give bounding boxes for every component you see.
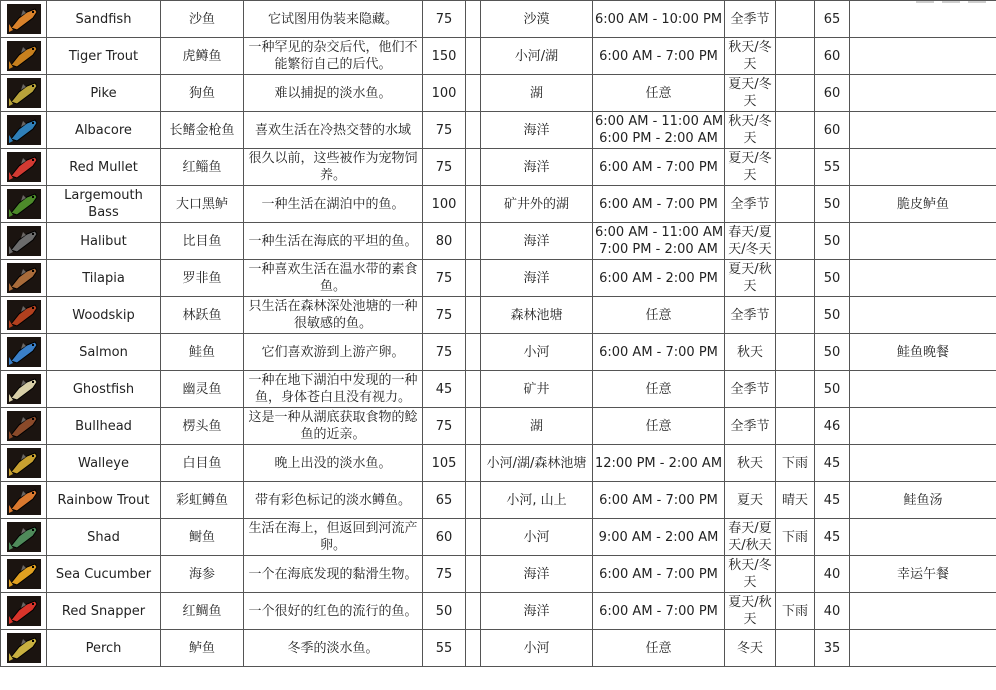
fish-english-name: Sea Cucumber — [47, 556, 161, 593]
fish-price: 75 — [423, 556, 466, 593]
fish-english-name: Perch — [47, 630, 161, 667]
fish-season: 全季节 — [725, 186, 776, 223]
fish-weather: 下雨 — [776, 593, 815, 630]
fish-recipe: 鲑鱼晚餐 — [850, 334, 996, 371]
fish-description: 生活在海上，但返回到河流产卵。 — [244, 519, 423, 556]
fish-price: 65 — [423, 482, 466, 519]
fish-price: 150 — [423, 38, 466, 75]
fish-time: 任意 — [593, 408, 725, 445]
fish-xp: 50 — [815, 260, 850, 297]
fish-english-name: Largemouth Bass — [47, 186, 161, 223]
fish-chinese-name: 幽灵鱼 — [161, 371, 244, 408]
fish-english-name: Albacore — [47, 112, 161, 149]
fish-location: 小河 — [481, 334, 593, 371]
fish-chinese-name: 狗鱼 — [161, 75, 244, 112]
fish-chinese-name: 鲑鱼 — [161, 334, 244, 371]
fish-description: 只生活在森林深处池塘的一种很敏感的鱼。 — [244, 297, 423, 334]
fish-time: 6:00 AM - 7:00 PM — [593, 593, 725, 630]
fish-location: 海洋 — [481, 223, 593, 260]
fish-time: 6:00 AM - 2:00 PM — [593, 260, 725, 297]
fish-xp: 40 — [815, 593, 850, 630]
fish-icon-cell — [1, 371, 47, 408]
column-gap — [466, 38, 481, 75]
fish-recipe — [850, 445, 996, 482]
fish-chinese-name: 比目鱼 — [161, 223, 244, 260]
rainbow-trout-icon — [7, 485, 41, 515]
fish-location: 小河 — [481, 519, 593, 556]
shad-icon — [7, 522, 41, 552]
fish-season: 春天/夏天/冬天 — [725, 223, 776, 260]
fish-xp: 50 — [815, 334, 850, 371]
fish-price: 75 — [423, 297, 466, 334]
fish-location: 海洋 — [481, 149, 593, 186]
tiger-trout-icon — [7, 41, 41, 71]
fish-description: 很久以前，这些被作为宠物饲养。 — [244, 149, 423, 186]
fish-chinese-name: 沙鱼 — [161, 1, 244, 38]
fish-description: 晚上出没的淡水鱼。 — [244, 445, 423, 482]
fish-icon-cell — [1, 519, 47, 556]
fish-recipe — [850, 223, 996, 260]
fish-icon-cell — [1, 334, 47, 371]
fish-chinese-name: 彩虹鳟鱼 — [161, 482, 244, 519]
woodskip-icon — [7, 300, 41, 330]
column-gap — [466, 630, 481, 667]
fish-season: 夏天/秋天 — [725, 593, 776, 630]
fish-english-name: Rainbow Trout — [47, 482, 161, 519]
table-row — [1, 593, 996, 630]
fish-location: 海洋 — [481, 593, 593, 630]
column-gap — [466, 482, 481, 519]
table-row — [1, 371, 996, 408]
fish-location: 海洋 — [481, 556, 593, 593]
fish-icon-cell — [1, 482, 47, 519]
fish-icon-cell — [1, 297, 47, 334]
fish-recipe — [850, 519, 996, 556]
fish-season: 夏天/秋天 — [725, 260, 776, 297]
fish-icon-cell — [1, 75, 47, 112]
fish-time: 6:00 AM - 7:00 PM — [593, 149, 725, 186]
fish-time: 6:00 AM - 7:00 PM — [593, 482, 725, 519]
fish-weather — [776, 371, 815, 408]
fish-description: 一种生活在海底的平坦的鱼。 — [244, 223, 423, 260]
fish-weather — [776, 408, 815, 445]
fish-xp: 46 — [815, 408, 850, 445]
column-gap — [466, 223, 481, 260]
fish-description: 带有彩色标记的淡水鳟鱼。 — [244, 482, 423, 519]
column-gap — [466, 297, 481, 334]
fish-location: 小河/湖/森林池塘 — [481, 445, 593, 482]
sandfish-icon — [7, 4, 41, 34]
fish-icon-cell — [1, 186, 47, 223]
fish-price: 80 — [423, 223, 466, 260]
column-gap — [466, 408, 481, 445]
halibut-icon — [7, 226, 41, 256]
fish-icon-cell — [1, 408, 47, 445]
fish-english-name: Shad — [47, 519, 161, 556]
fish-description: 一种喜欢生活在温水带的素食鱼。 — [244, 260, 423, 297]
table-row — [1, 630, 996, 667]
table-row — [1, 519, 996, 556]
fish-xp: 50 — [815, 371, 850, 408]
fish-description: 它试图用伪装来隐藏。 — [244, 1, 423, 38]
fish-english-name: Red Snapper — [47, 593, 161, 630]
fish-recipe — [850, 371, 996, 408]
fish-icon-cell — [1, 593, 47, 630]
fish-icon-cell — [1, 223, 47, 260]
fish-chinese-name: 白目鱼 — [161, 445, 244, 482]
fish-xp: 35 — [815, 630, 850, 667]
fish-season: 春天/夏天/秋天 — [725, 519, 776, 556]
fish-location: 矿井 — [481, 371, 593, 408]
fish-location: 小河/湖 — [481, 38, 593, 75]
fish-location: 小河 — [481, 630, 593, 667]
fish-xp: 60 — [815, 38, 850, 75]
fish-chinese-name: 罗非鱼 — [161, 260, 244, 297]
column-gap — [466, 260, 481, 297]
fish-time: 6:00 AM - 7:00 PM — [593, 38, 725, 75]
fish-price: 60 — [423, 519, 466, 556]
fish-weather — [776, 1, 815, 38]
fish-time: 6:00 AM - 10:00 PM — [593, 1, 725, 38]
fish-recipe: 脆皮鲈鱼 — [850, 186, 996, 223]
fish-chinese-name: 长鳍金枪鱼 — [161, 112, 244, 149]
fish-recipe — [850, 593, 996, 630]
fish-time: 任意 — [593, 297, 725, 334]
fish-icon-cell — [1, 112, 47, 149]
fish-chinese-name: 红鲷鱼 — [161, 593, 244, 630]
table-row — [1, 1, 996, 38]
albacore-icon — [7, 115, 41, 145]
fish-english-name: Woodskip — [47, 297, 161, 334]
red-mullet-icon — [7, 152, 41, 182]
fish-english-name: Halibut — [47, 223, 161, 260]
fish-description: 难以捕捉的淡水鱼。 — [244, 75, 423, 112]
fish-recipe — [850, 38, 996, 75]
fish-description: 一种生活在湖泊中的鱼。 — [244, 186, 423, 223]
fish-location: 矿井外的湖 — [481, 186, 593, 223]
fish-time: 任意 — [593, 371, 725, 408]
fish-season: 全季节 — [725, 1, 776, 38]
fish-chinese-name: 大口黑鲈 — [161, 186, 244, 223]
fish-chinese-name: 海参 — [161, 556, 244, 593]
fish-english-name: Tiger Trout — [47, 38, 161, 75]
ghostfish-icon — [7, 374, 41, 404]
fish-description: 喜欢生活在冷热交替的水域 — [244, 112, 423, 149]
table-row — [1, 260, 996, 297]
fish-time: 任意 — [593, 75, 725, 112]
fish-icon-cell — [1, 38, 47, 75]
fish-description: 一种在地下湖泊中发现的一种鱼，身体苍白且没有视力。 — [244, 371, 423, 408]
fish-description: 这是一种从湖底获取食物的鲶鱼的近亲。 — [244, 408, 423, 445]
fish-location: 海洋 — [481, 112, 593, 149]
table-row — [1, 223, 996, 260]
fish-recipe: 幸运午餐 — [850, 556, 996, 593]
fish-weather — [776, 630, 815, 667]
fish-time: 6:00 AM - 7:00 PM — [593, 334, 725, 371]
fish-chinese-name: 楞头鱼 — [161, 408, 244, 445]
fish-xp: 40 — [815, 556, 850, 593]
fish-location: 海洋 — [481, 260, 593, 297]
fish-price: 75 — [423, 408, 466, 445]
fish-chinese-name: 林跃鱼 — [161, 297, 244, 334]
fish-xp: 45 — [815, 445, 850, 482]
fish-weather — [776, 186, 815, 223]
fish-weather: 下雨 — [776, 445, 815, 482]
fish-price: 75 — [423, 260, 466, 297]
fish-xp: 45 — [815, 519, 850, 556]
fish-xp: 65 — [815, 1, 850, 38]
column-gap — [466, 334, 481, 371]
fish-weather — [776, 112, 815, 149]
largemouth-bass-icon — [7, 189, 41, 219]
fish-price: 75 — [423, 334, 466, 371]
table-row — [1, 38, 996, 75]
fish-season: 秋天 — [725, 445, 776, 482]
fish-description: 它们喜欢游到上游产卵。 — [244, 334, 423, 371]
column-gap — [466, 186, 481, 223]
fish-price: 45 — [423, 371, 466, 408]
fish-price: 100 — [423, 75, 466, 112]
fish-season: 夏天/冬天 — [725, 149, 776, 186]
fish-weather — [776, 297, 815, 334]
fish-recipe — [850, 260, 996, 297]
fish-weather — [776, 556, 815, 593]
column-gap — [466, 445, 481, 482]
fish-chinese-name: 鲈鱼 — [161, 630, 244, 667]
table-row — [1, 445, 996, 482]
fish-icon-cell — [1, 556, 47, 593]
fish-xp: 45 — [815, 482, 850, 519]
fish-price: 100 — [423, 186, 466, 223]
perch-icon — [7, 633, 41, 663]
table-row — [1, 556, 996, 593]
sea-cucumber-icon — [7, 559, 41, 589]
fish-season: 全季节 — [725, 297, 776, 334]
fish-description: 一个在海底发现的黏滑生物。 — [244, 556, 423, 593]
fish-icon-cell — [1, 149, 47, 186]
fish-xp: 50 — [815, 297, 850, 334]
salmon-icon — [7, 337, 41, 367]
fish-weather — [776, 38, 815, 75]
fish-price: 55 — [423, 630, 466, 667]
fish-season: 夏天 — [725, 482, 776, 519]
fish-icon-cell — [1, 630, 47, 667]
fish-xp: 60 — [815, 75, 850, 112]
fish-time: 9:00 AM - 2:00 AM — [593, 519, 725, 556]
fish-time: 6:00 AM - 7:00 PM — [593, 186, 725, 223]
fish-location: 小河, 山上 — [481, 482, 593, 519]
column-gap — [466, 519, 481, 556]
fish-time: 6:00 AM - 11:00 AM 7:00 PM - 2:00 AM — [593, 223, 725, 260]
fish-description: 一个很好的红色的流行的鱼。 — [244, 593, 423, 630]
fish-recipe — [850, 297, 996, 334]
column-gap — [466, 75, 481, 112]
fish-time: 12:00 PM - 2:00 AM — [593, 445, 725, 482]
fish-location: 沙漠 — [481, 1, 593, 38]
table-row — [1, 149, 996, 186]
fish-xp: 55 — [815, 149, 850, 186]
table-row — [1, 408, 996, 445]
fish-location: 湖 — [481, 408, 593, 445]
fish-chinese-name: 红鲻鱼 — [161, 149, 244, 186]
fish-english-name: Red Mullet — [47, 149, 161, 186]
column-gap — [466, 556, 481, 593]
fish-season: 秋天/冬天 — [725, 38, 776, 75]
fish-weather — [776, 334, 815, 371]
fish-recipe — [850, 75, 996, 112]
fish-weather: 下雨 — [776, 519, 815, 556]
fish-recipe — [850, 149, 996, 186]
fish-weather — [776, 149, 815, 186]
fish-icon-cell — [1, 260, 47, 297]
fish-xp: 50 — [815, 223, 850, 260]
fish-english-name: Ghostfish — [47, 371, 161, 408]
fish-season: 秋天/冬天 — [725, 112, 776, 149]
fish-xp: 60 — [815, 112, 850, 149]
table-row — [1, 482, 996, 519]
column-gap — [466, 593, 481, 630]
fish-icon-cell — [1, 445, 47, 482]
fish-season: 全季节 — [725, 371, 776, 408]
fish-season: 秋天/冬天 — [725, 556, 776, 593]
fish-price: 50 — [423, 593, 466, 630]
table-row — [1, 297, 996, 334]
fish-recipe: 鲑鱼汤 — [850, 482, 996, 519]
fish-price: 75 — [423, 1, 466, 38]
fish-time: 6:00 AM - 11:00 AM 6:00 PM - 2:00 AM — [593, 112, 725, 149]
fish-english-name: Walleye — [47, 445, 161, 482]
fish-season: 冬天 — [725, 630, 776, 667]
fish-weather — [776, 223, 815, 260]
fish-chinese-name: 鲥鱼 — [161, 519, 244, 556]
fish-description: 一种罕见的杂交后代，他们不能繁衍自己的后代。 — [244, 38, 423, 75]
fish-recipe — [850, 408, 996, 445]
fish-description: 冬季的淡水鱼。 — [244, 630, 423, 667]
fish-chinese-name: 虎鳟鱼 — [161, 38, 244, 75]
fish-weather — [776, 75, 815, 112]
column-gap — [466, 1, 481, 38]
fish-location: 湖 — [481, 75, 593, 112]
fish-english-name: Tilapia — [47, 260, 161, 297]
fish-price: 105 — [423, 445, 466, 482]
fish-recipe — [850, 1, 996, 38]
fish-time: 任意 — [593, 630, 725, 667]
fish-english-name: Salmon — [47, 334, 161, 371]
fish-weather: 晴天 — [776, 482, 815, 519]
fish-price: 75 — [423, 149, 466, 186]
fish-english-name: Bullhead — [47, 408, 161, 445]
red-snapper-icon — [7, 596, 41, 626]
fish-weather — [776, 260, 815, 297]
bullhead-icon — [7, 411, 41, 441]
fish-location: 森林池塘 — [481, 297, 593, 334]
fish-season: 秋天 — [725, 334, 776, 371]
fish-season: 全季节 — [725, 408, 776, 445]
pike-icon — [7, 78, 41, 108]
fish-english-name: Sandfish — [47, 1, 161, 38]
column-gap — [466, 149, 481, 186]
column-gap — [466, 371, 481, 408]
fish-xp: 50 — [815, 186, 850, 223]
fish-icon-cell — [1, 1, 47, 38]
walleye-icon — [7, 448, 41, 478]
tilapia-icon — [7, 263, 41, 293]
fish-time: 6:00 AM - 7:00 PM — [593, 556, 725, 593]
table-row — [1, 186, 996, 223]
table-row — [1, 334, 996, 371]
fish-price: 75 — [423, 112, 466, 149]
fish-recipe — [850, 630, 996, 667]
table-row — [1, 112, 996, 149]
fish-season: 夏天/冬天 — [725, 75, 776, 112]
fish-english-name: Pike — [47, 75, 161, 112]
column-gap — [466, 112, 481, 149]
fish-recipe — [850, 112, 996, 149]
table-row — [1, 75, 996, 112]
